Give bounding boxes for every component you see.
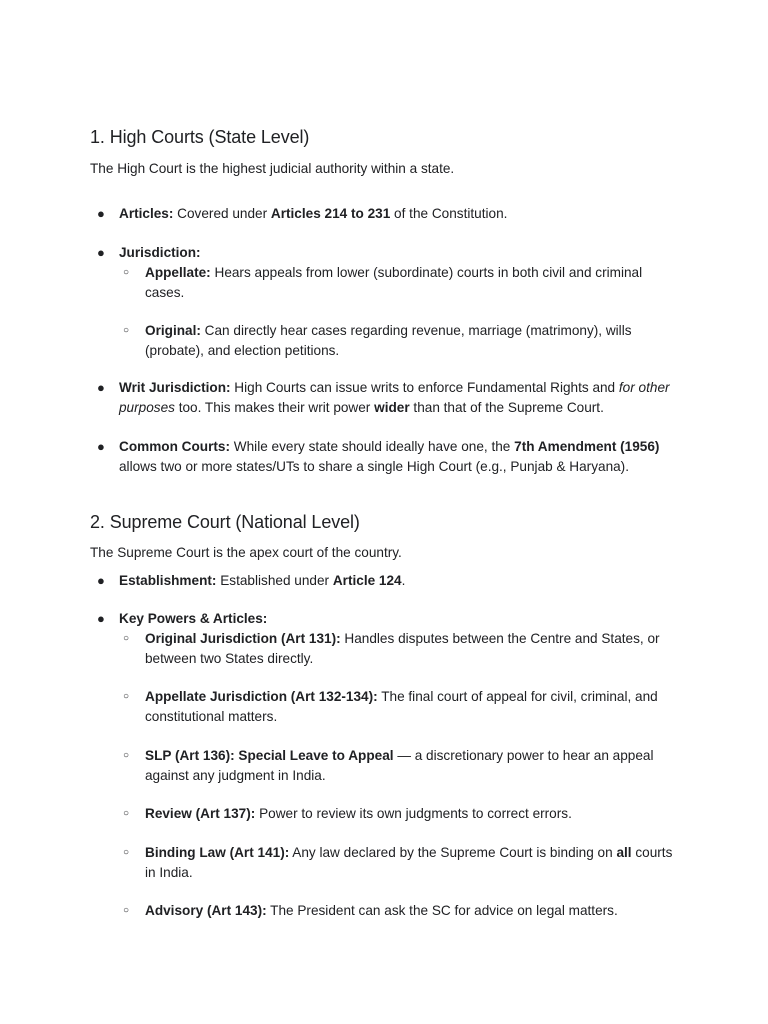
list-item-jurisdiction xyxy=(97,243,689,263)
item-text: allows two or more states/UTs to share a single High Court (e.g., Punjab & Haryana). xyxy=(119,458,629,474)
item-text: too. This makes their writ power xyxy=(174,399,375,415)
list-item-articles xyxy=(97,204,689,224)
sub-item-original xyxy=(123,321,685,360)
item-text: Any law declared by the Supreme Court is binding on xyxy=(289,845,617,860)
bullet-circle: ○ xyxy=(123,847,130,858)
item-label: Key Powers & Articles: xyxy=(119,611,268,626)
bullet-circle: ○ xyxy=(123,905,130,916)
bullet-circle: ○ xyxy=(123,267,130,278)
item-text: Can directly hear cases regarding revenue, marriage (matrimony), wills (probate), and election petitions. xyxy=(145,323,632,358)
bullet-disc: ● xyxy=(97,611,105,626)
list-item-writ xyxy=(97,378,689,417)
item-label: Writ Jurisdiction: xyxy=(119,380,231,395)
bullet-disc: ● xyxy=(97,439,105,454)
sub-item-slp xyxy=(123,746,685,785)
item-label: Review (Art 137): xyxy=(145,806,256,821)
bullet-disc: ● xyxy=(97,380,105,395)
item-text: The President can ask the SC for advice on legal matters. xyxy=(266,903,618,918)
item-label: Appellate: xyxy=(145,265,211,280)
item-highlight: Articles 214 to 231 xyxy=(270,206,391,221)
section-intro-high-courts: The High Court is the highest judicial authority within a state. xyxy=(90,161,455,176)
bullet-circle: ○ xyxy=(123,691,130,702)
bullet-circle: ○ xyxy=(123,750,130,761)
item-label: Advisory (Art 143): xyxy=(145,903,267,918)
item-label: Jurisdiction: xyxy=(119,245,201,260)
sub-item-binding-law xyxy=(123,843,685,882)
item-text: courts in India. xyxy=(145,845,673,880)
sub-item-appellate-jurisdiction xyxy=(123,687,685,726)
item-text: High Courts can issue writs to enforce Fundamental Rights and xyxy=(230,380,619,395)
item-label: Common Courts: xyxy=(119,439,231,454)
list-item-establishment xyxy=(97,571,689,591)
bullet-disc: ● xyxy=(97,573,105,588)
item-text: Covered under xyxy=(173,206,271,221)
item-label: Binding Law (Art 141): xyxy=(145,845,290,860)
bullet-circle: ○ xyxy=(123,633,130,644)
item-text: Established under xyxy=(216,573,333,588)
section-heading-high-courts: 1. High Courts (State Level) xyxy=(90,127,310,147)
section-intro-supreme-court: The Supreme Court is the apex court of the country. xyxy=(90,545,402,560)
item-label: SLP (Art 136): Special Leave to Appeal xyxy=(145,748,394,763)
item-label: Original: xyxy=(145,323,201,338)
list-item-common-courts xyxy=(97,437,689,476)
item-text: Handles disputes between the Centre and States, or between two States directly. xyxy=(145,631,660,666)
item-text: Power to review its own judgments to correct errors. xyxy=(255,806,572,821)
item-label: Establishment: xyxy=(119,573,217,588)
item-text: The final court of appeal for civil, criminal, and constitutional matters. xyxy=(145,689,658,724)
item-label: Articles: xyxy=(119,206,174,221)
list-item-key-powers xyxy=(97,609,689,629)
item-bold: Article 124 xyxy=(332,573,402,588)
bullet-circle: ○ xyxy=(123,325,130,336)
item-text: Hears appeals from lower (subordinate) courts in both civil and criminal cases. xyxy=(145,265,643,300)
bullet-disc: ● xyxy=(97,206,105,221)
sub-item-original-jurisdiction xyxy=(123,629,685,668)
item-text: than that of the Supreme Court. xyxy=(409,399,604,415)
item-text: While every state should ideally have one, the xyxy=(230,439,515,454)
sub-item-advisory xyxy=(123,901,685,921)
item-text: of the Constitution. xyxy=(390,206,508,221)
bullet-circle: ○ xyxy=(123,808,130,819)
item-bold: all xyxy=(616,845,632,860)
item-text: . xyxy=(401,573,406,588)
item-bold: wider xyxy=(374,399,410,415)
sub-item-appellate xyxy=(123,263,685,302)
bullet-disc: ● xyxy=(97,245,105,260)
item-label: Original Jurisdiction (Art 131): xyxy=(145,631,341,646)
sub-item-review xyxy=(123,804,685,824)
section-heading-supreme-court: 2. Supreme Court (National Level) xyxy=(90,512,360,532)
item-italic: for other purposes xyxy=(119,380,670,415)
item-label: Appellate Jurisdiction (Art 132-134): xyxy=(145,689,378,704)
item-bold: 7th Amendment (1956) xyxy=(514,439,660,454)
item-text: — a discretionary power to hear an appeal against any judgment in India. xyxy=(145,748,654,783)
